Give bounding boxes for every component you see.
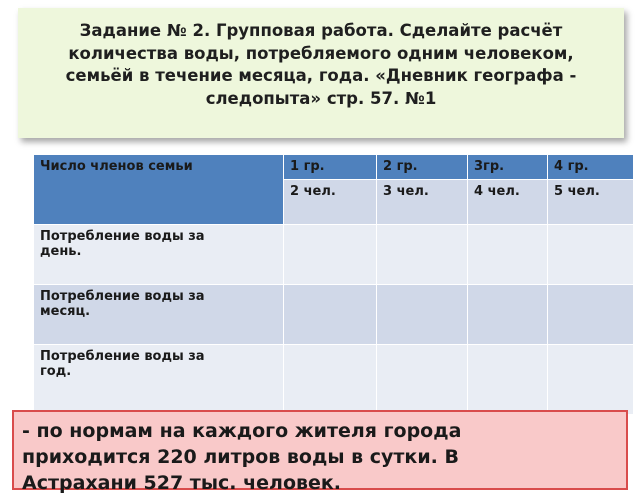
water-table xyxy=(33,154,634,415)
header-group-3: 3гр. xyxy=(468,155,548,180)
row-label-line: день. xyxy=(40,244,82,259)
row-label-line: Потребление воды за xyxy=(40,349,205,364)
task-line: семьёй в течение месяца, года. «Дневник географа - xyxy=(65,66,577,85)
members-group-4: 5 чел. xyxy=(548,180,634,225)
table-cell[interactable] xyxy=(548,285,634,345)
table-cell[interactable] xyxy=(468,225,548,285)
table-cell[interactable] xyxy=(377,225,468,285)
header-family-members: Число членов семьи xyxy=(34,155,284,225)
table-cell[interactable] xyxy=(284,345,377,415)
table-cell[interactable] xyxy=(468,345,548,415)
row-label-line: Потребление воды за xyxy=(40,229,205,244)
table-cell[interactable] xyxy=(377,345,468,415)
table-cell[interactable] xyxy=(548,345,634,415)
task-line: Задание № 2. Групповая работа. Сделайте расчёт xyxy=(79,21,563,40)
note-box xyxy=(12,410,628,494)
table-cell[interactable] xyxy=(548,225,634,285)
row-label-line: месяц. xyxy=(40,304,91,319)
header-group-1: 1 гр. xyxy=(284,155,377,180)
table-row-day xyxy=(34,225,634,285)
header-group-4: 4 гр. xyxy=(548,155,634,180)
task-line: количества воды, потребляемого одним человеком, xyxy=(68,43,574,63)
table-cell[interactable] xyxy=(468,285,548,345)
table-cell[interactable] xyxy=(377,285,468,345)
table-cell[interactable] xyxy=(284,285,377,345)
row-label-line: год. xyxy=(40,364,72,379)
table-row-month xyxy=(34,285,634,345)
note-line: приходится 220 литров воды в сутки. В xyxy=(22,446,459,468)
members-group-2: 3 чел. xyxy=(377,180,468,225)
header-group-2: 2 гр. xyxy=(377,155,468,180)
row-label-line: Потребление воды за xyxy=(40,289,205,304)
row-label-month xyxy=(34,285,284,345)
row-label-year xyxy=(34,345,284,415)
task-line: следопыта» стр. 57. №1 xyxy=(205,88,437,108)
table-row-year xyxy=(34,345,634,415)
note-line: - по нормам на каждого жителя города xyxy=(22,420,462,442)
table-header-row xyxy=(34,155,634,180)
table-cell[interactable] xyxy=(284,225,377,285)
row-label-day xyxy=(34,225,284,285)
note-line: Астрахани 527 тыс. человек. xyxy=(22,472,342,494)
members-group-3: 4 чел. xyxy=(468,180,548,225)
members-group-1: 2 чел. xyxy=(284,180,377,225)
task-box xyxy=(18,8,624,138)
